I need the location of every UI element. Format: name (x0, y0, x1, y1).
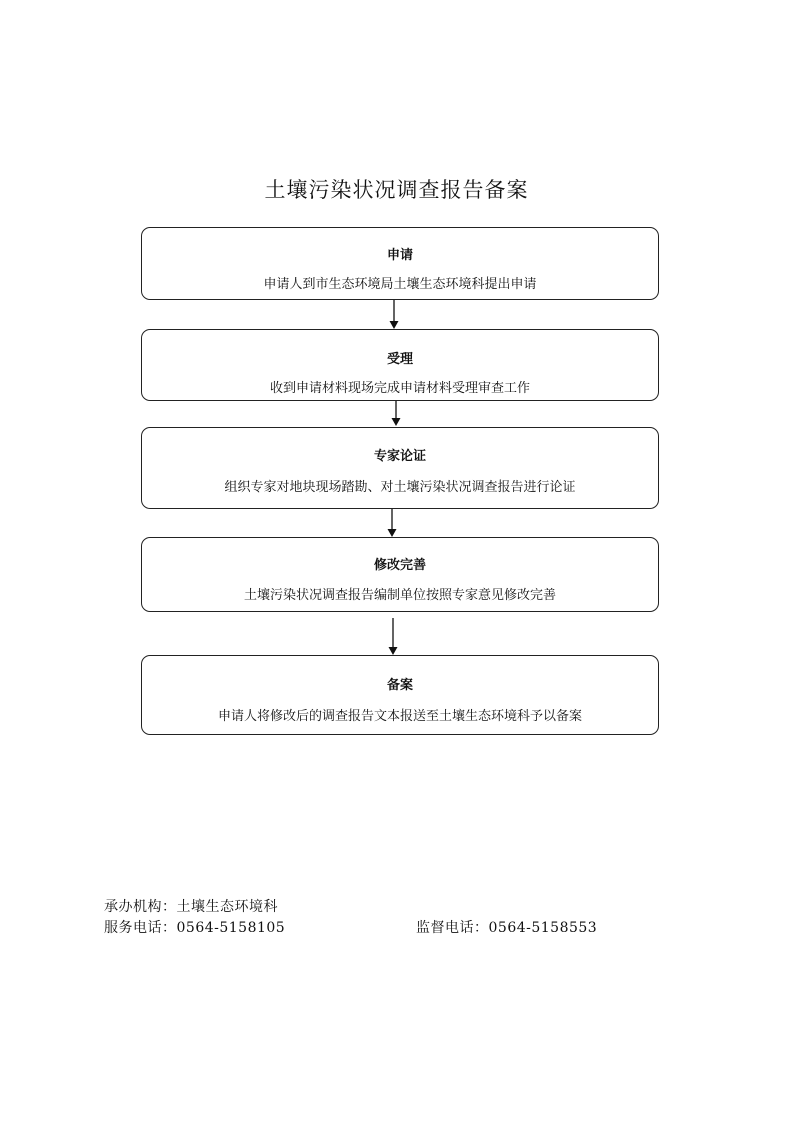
flow-step-revise (141, 537, 659, 612)
flow-step-apply (141, 227, 659, 300)
step-title: 修改完善 (373, 558, 426, 573)
page-title: 土壤污染状况调查报告备案 (264, 178, 529, 202)
service-phone: 服务电话：0564-5158105 (104, 920, 286, 936)
step-description: 土壤污染状况调查报告编制单位按照专家意见修改完善 (243, 588, 556, 603)
step-description: 组织专家对地块现场踏勘、对土壤污染状况调查报告进行论证 (224, 480, 576, 495)
step-title: 备案 (386, 678, 413, 693)
arrow-down-icon (388, 300, 400, 330)
arrow-down-icon (390, 401, 402, 427)
arrow-down-icon (386, 509, 398, 538)
step-description: 申请人将修改后的调查报告文本报送至土壤生态环境科予以备案 (217, 709, 582, 724)
flow-step-expert-review (141, 427, 659, 509)
step-description: 申请人到市生态环境局土壤生态环境科提出申请 (263, 277, 537, 292)
step-title: 专家论证 (373, 449, 426, 464)
step-description: 收到申请材料现场完成申请材料受理审查工作 (269, 381, 530, 396)
organizer-info: 承办机构：土壤生态环境科 (104, 899, 278, 915)
arrow-down-icon (387, 618, 399, 656)
flow-step-accept (141, 329, 659, 401)
step-title: 申请 (386, 248, 413, 263)
step-title: 受理 (386, 352, 413, 367)
supervision-phone: 监督电话：0564-5158553 (416, 920, 598, 936)
flow-step-filing (141, 655, 659, 735)
